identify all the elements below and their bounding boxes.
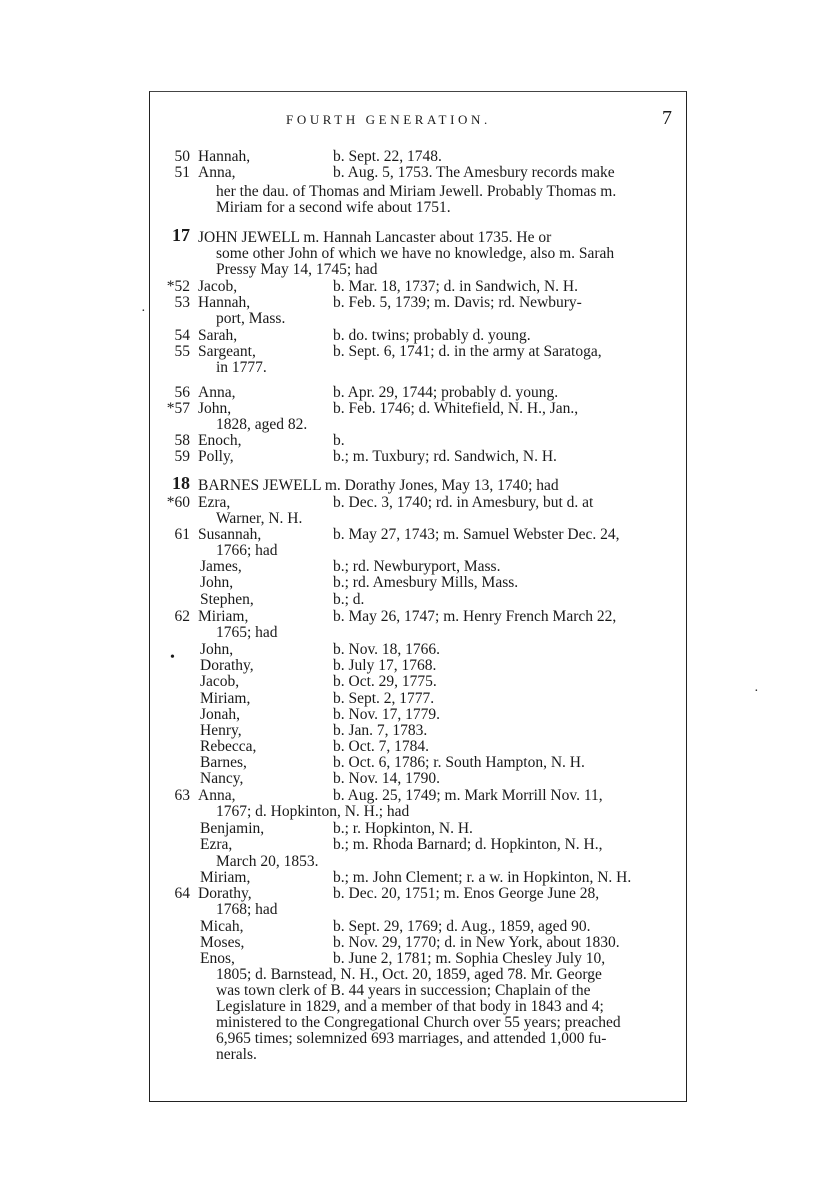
child-name: Ezra, [200,836,233,853]
continuation-line: in 1777. [216,359,267,376]
continuation-line: port, Mass. [216,310,286,327]
entry-text: b. Sept. 29, 1769; d. Aug., 1859, aged 90. [333,918,591,935]
entry-number: 58 [174,432,190,449]
entry-text: b. Mar. 18, 1737; d. in Sandwich, N. H. [333,278,578,295]
scan-speck: · [754,684,759,699]
child-name: Barnes, [200,754,247,771]
entry-name: John, [198,400,232,417]
entry-text: b. Apr. 29, 1744; probably d. young. [333,384,559,401]
continuation-line: ministered to the Congregational Church over 55 years; preached [216,1014,621,1031]
entry-number: 53 [174,294,190,311]
entry-number: *52 [166,278,190,295]
continuation-line: 1765; had [216,624,278,641]
child-name: John, [200,641,234,658]
page-number: 7 [662,107,672,129]
child-name: Stephen, [200,591,254,608]
entry-name: Sargeant, [198,343,256,360]
continuation-line: Pressy May 14, 1745; had [216,261,378,278]
child-name: Henry, [200,722,242,739]
entry-text: b. Dec. 3, 1740; rd. in Amesbury, but d. at [333,494,594,511]
entry-name: Hannah, [198,294,251,311]
continuation-line: 1828, aged 82. [216,416,308,433]
continuation-line: 1767; d. Hopkinton, N. H.; had [216,803,410,820]
entry-number: 63 [174,787,190,804]
family-heading: BARNES JEWELL m. Dorathy Jones, May 13, 1740; had [198,477,559,494]
entry-text: b. Feb. 1746; d. Whitefield, N. H., Jan., [333,400,579,417]
continuation-line: some other John of which we have no knowledge, also m. Sarah [216,245,615,262]
continuation-line: nerals. [216,1046,257,1063]
continuation-line: 1805; d. Barnstead, N. H., Oct. 20, 1859, aged 78. Mr. George [216,966,602,983]
entry-text: b. July 17, 1768. [333,657,437,674]
entry-text: b.; m. Rhoda Barnard; d. Hopkinton, N. H., [333,836,603,853]
entry-number: 55 [174,343,190,360]
family-number: 18 [172,473,190,493]
scan-speck: • [170,650,175,665]
entry-text: b. Nov. 17, 1779. [333,706,441,723]
entry-number: *60 [166,494,190,511]
entry-text: b.; m. John Clement; r. a w. in Hopkinton, N. H. [333,869,632,886]
entry-number: 64 [174,885,190,902]
child-name: Moses, [200,934,245,951]
continuation-line: 6,965 times; solemnized 693 marriages, and attended 1,000 fu- [216,1030,607,1047]
entry-name: Enoch, [198,432,242,449]
family-heading: JOHN JEWELL m. Hannah Lancaster about 1735. He or [198,229,552,246]
child-name: Miriam, [200,869,251,886]
entry-text: b. Oct. 29, 1775. [333,673,437,690]
entry-name: Anna, [198,787,236,804]
entry-number: 50 [174,148,190,165]
entry-text: b.; rd. Amesbury Mills, Mass. [333,574,519,591]
entry-text: b. Dec. 20, 1751; m. Enos George June 28, [333,885,600,902]
child-name: John, [200,574,234,591]
entry-text: b. Sept. 2, 1777. [333,690,435,707]
entry-name: Susannah, [198,526,262,543]
continuation-line: Legislature in 1829, and a member of that body in 1843 and 4; [216,998,604,1015]
child-name: Miriam, [200,690,251,707]
child-name: Dorathy, [200,657,254,674]
entry-text: b. [333,432,345,449]
entry-number: 54 [174,327,190,344]
entry-text: b. Sept. 22, 1748. [333,148,442,165]
continuation-line: her the dau. of Thomas and Miriam Jewell. Probably Thomas m. [216,183,617,200]
entry-name: Anna, [198,384,236,401]
child-name: Rebecca, [200,738,257,755]
entry-number: 61 [174,526,190,543]
child-name: Jacob, [200,673,240,690]
child-name: James, [200,558,242,575]
entry-text: b.; m. Tuxbury; rd. Sandwich, N. H. [333,448,557,465]
running-header: FOURTH GENERATION. [286,112,491,127]
entry-name: Ezra, [198,494,231,511]
entry-name: Hannah, [198,148,251,165]
child-name: Benjamin, [200,820,265,837]
entry-text: b. June 2, 1781; m. Sophia Chesley July 10, [333,950,606,967]
entry-number: 51 [174,164,190,181]
entry-name: Anna, [198,164,236,181]
entry-name: Jacob, [198,278,238,295]
entry-text: b. Nov. 29, 1770; d. in New York, about 1830. [333,934,620,951]
entry-text: b. do. twins; probably d. young. [333,327,531,344]
entry-name: Dorathy, [198,885,252,902]
entry-number: 59 [174,448,190,465]
child-name: Jonah, [200,706,241,723]
entry-text: b. Aug. 25, 1749; m. Mark Morrill Nov. 11, [333,787,603,804]
entry-text: b. Feb. 5, 1739; m. Davis; rd. Newbury- [333,294,582,311]
entry-text: b.; d. [333,591,365,608]
entry-number: 56 [174,384,190,401]
entry-number: *57 [166,400,190,417]
continuation-line: Miriam for a second wife about 1751. [216,199,451,216]
entry-text: b. Nov. 18, 1766. [333,641,441,658]
entry-text: b. May 27, 1743; m. Samuel Webster Dec. 24, [333,526,620,543]
entry-name: Miriam, [198,608,249,625]
continuation-line: Warner, N. H. [216,510,303,527]
entry-text: b. Sept. 6, 1741; d. in the army at Saratoga, [333,343,602,360]
entry-name: Polly, [198,448,234,465]
child-name: Enos, [200,950,235,967]
entry-text: b. Oct. 6, 1786; r. South Hampton, N. H. [333,754,585,771]
scan-speck: · [141,304,146,319]
continuation-line: March 20, 1853. [216,853,319,870]
entry-number: 62 [174,608,190,625]
entry-text: b. Oct. 7, 1784. [333,738,430,755]
entry-text: b.; rd. Newburyport, Mass. [333,558,501,575]
family-number: 17 [172,225,190,245]
child-name: Nancy, [200,770,244,787]
entry-text: b. Jan. 7, 1783. [333,722,428,739]
entry-text: b.; r. Hopkinton, N. H. [333,820,473,837]
continuation-line: 1768; had [216,901,278,918]
entry-text: b. Aug. 5, 1753. The Amesbury records make [333,164,615,181]
entry-name: Sarah, [198,327,238,344]
continuation-line: 1766; had [216,542,278,559]
entry-text: b. May 26, 1747; m. Henry French March 22, [333,608,617,625]
entry-text: b. Nov. 14, 1790. [333,770,441,787]
continuation-line: was town clerk of B. 44 years in succession; Chaplain of the [216,982,591,999]
child-name: Micah, [200,918,244,935]
